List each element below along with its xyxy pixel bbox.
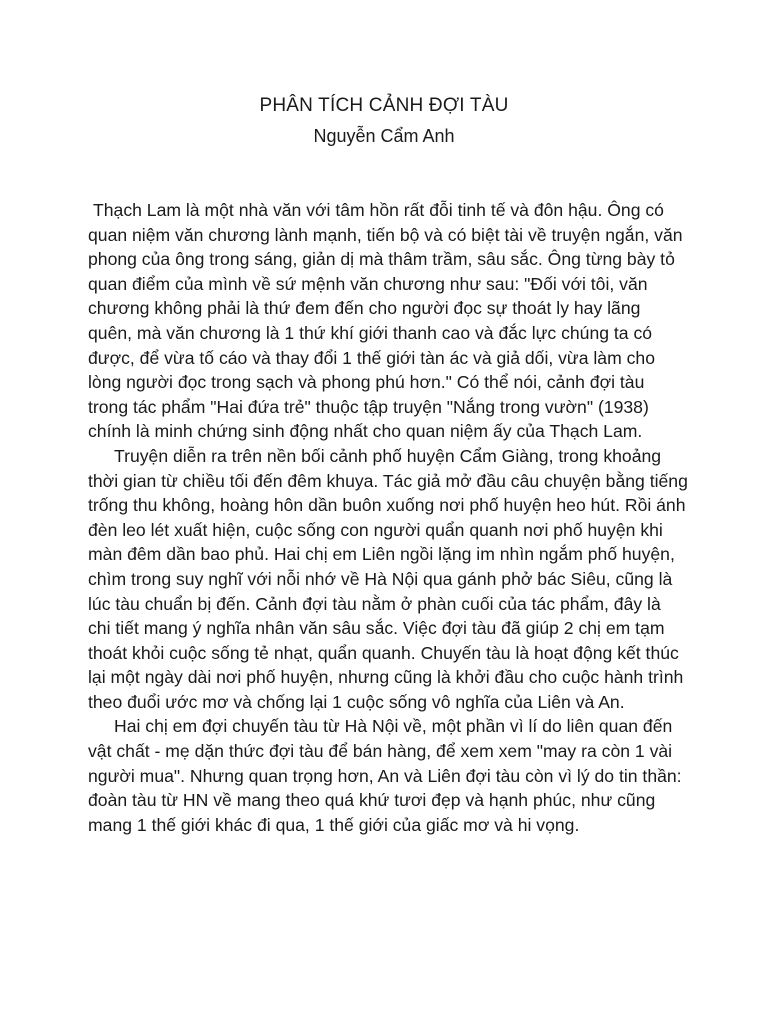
paragraph-2: Truyện diễn ra trên nền bối cảnh phố huyện Cẩm Giàng, trong khoảng thời gian từ chiều tối đến đêm khuya. Tác giả mở đầu câu chuyện bằng tiếng trống thu không, hoàng hôn dần buôn xuống nơi phố huyện heo hút. Rồi ánh đèn leo lét xuất hiện, cuộc sống con người quẩn quanh nơi phố huyện khi màn đêm dần bao phủ. Hai chị em Liên ngồi lặng im nhìn ngắm phố huyện, chìm trong suy nghĩ với nỗi nhớ về Hà Nội qua gánh phở bác Siêu, cũng là lúc tàu chuẩn bị đến. Cảnh đợi tàu nằm ở phàn cuối của tác phẩm, đây là chi tiết mang ý nghĩa nhân văn sâu sắc. Việc đợi tàu đã giúp 2 chị em tạm thoát khỏi cuộc sống tẻ nhạt, quẩn quanh. Chuyến tàu là hoạt động kết thúc lại một ngày dài nơi phố huyện, nhưng cũng là khởi đầu cho cuộc hành trình theo đuổi ước mơ và chống lại 1 cuộc sống vô nghĩa của Liên và An. xyxy=(88,445,688,712)
document-title: PHÂN TÍCH CẢNH ĐỢI TÀU xyxy=(259,95,509,116)
document-author: Nguyễn Cẩm Anh xyxy=(313,126,455,146)
paragraph-3: Hai chị em đợi chuyến tàu từ Hà Nội về, một phần vì lí do liên quan đến vật chất - mẹ dặn thức đợi tàu để bán hàng, để xem xem "may ra còn 1 vài người mua". Nhưng quan trọng hơn, An và Liên đợi tàu còn vì lý do tin thần: đoàn tàu từ HN về mang theo quá khứ tươi đẹp và hạnh phúc, như cũng mang 1 thế giới khác đi qua, 1 thế giới của giấc mơ và hi vọng. xyxy=(88,716,682,835)
paragraph-1: Thạch Lam là một nhà văn với tâm hồn rất đỗi tinh tế và đôn hậu. Ông có quan niệm văn chương lành mạnh, tiến bộ và có biệt tài về truyện ngắn, văn phong của ông trong sáng, giản dị mà thâm trầm, sâu sắc. Ông từng bày tỏ quan điểm của mình về sứ mệnh văn chương như sau: "Đối với tôi, văn chương không phải là thứ đem đến cho người đọc sự thoát ly hay lãng quên, mà văn chương là 1 thứ khí giới thanh cao và đắc lực chúng ta có được, để vừa tố cáo và thay đổi 1 thế giới tàn ác và giả dối, vừa làm cho lòng người đọc trong sạch và phong phú hơn." Có thể nói, cảnh đợi tàu trong tác phẩm "Hai đứa trẻ" thuộc tập truyện "Nắng trong vườn" (1938) chính là minh chứng sinh động nhất cho quan niệm ấy của Thạch Lam. xyxy=(88,200,683,442)
document-body xyxy=(88,198,688,837)
